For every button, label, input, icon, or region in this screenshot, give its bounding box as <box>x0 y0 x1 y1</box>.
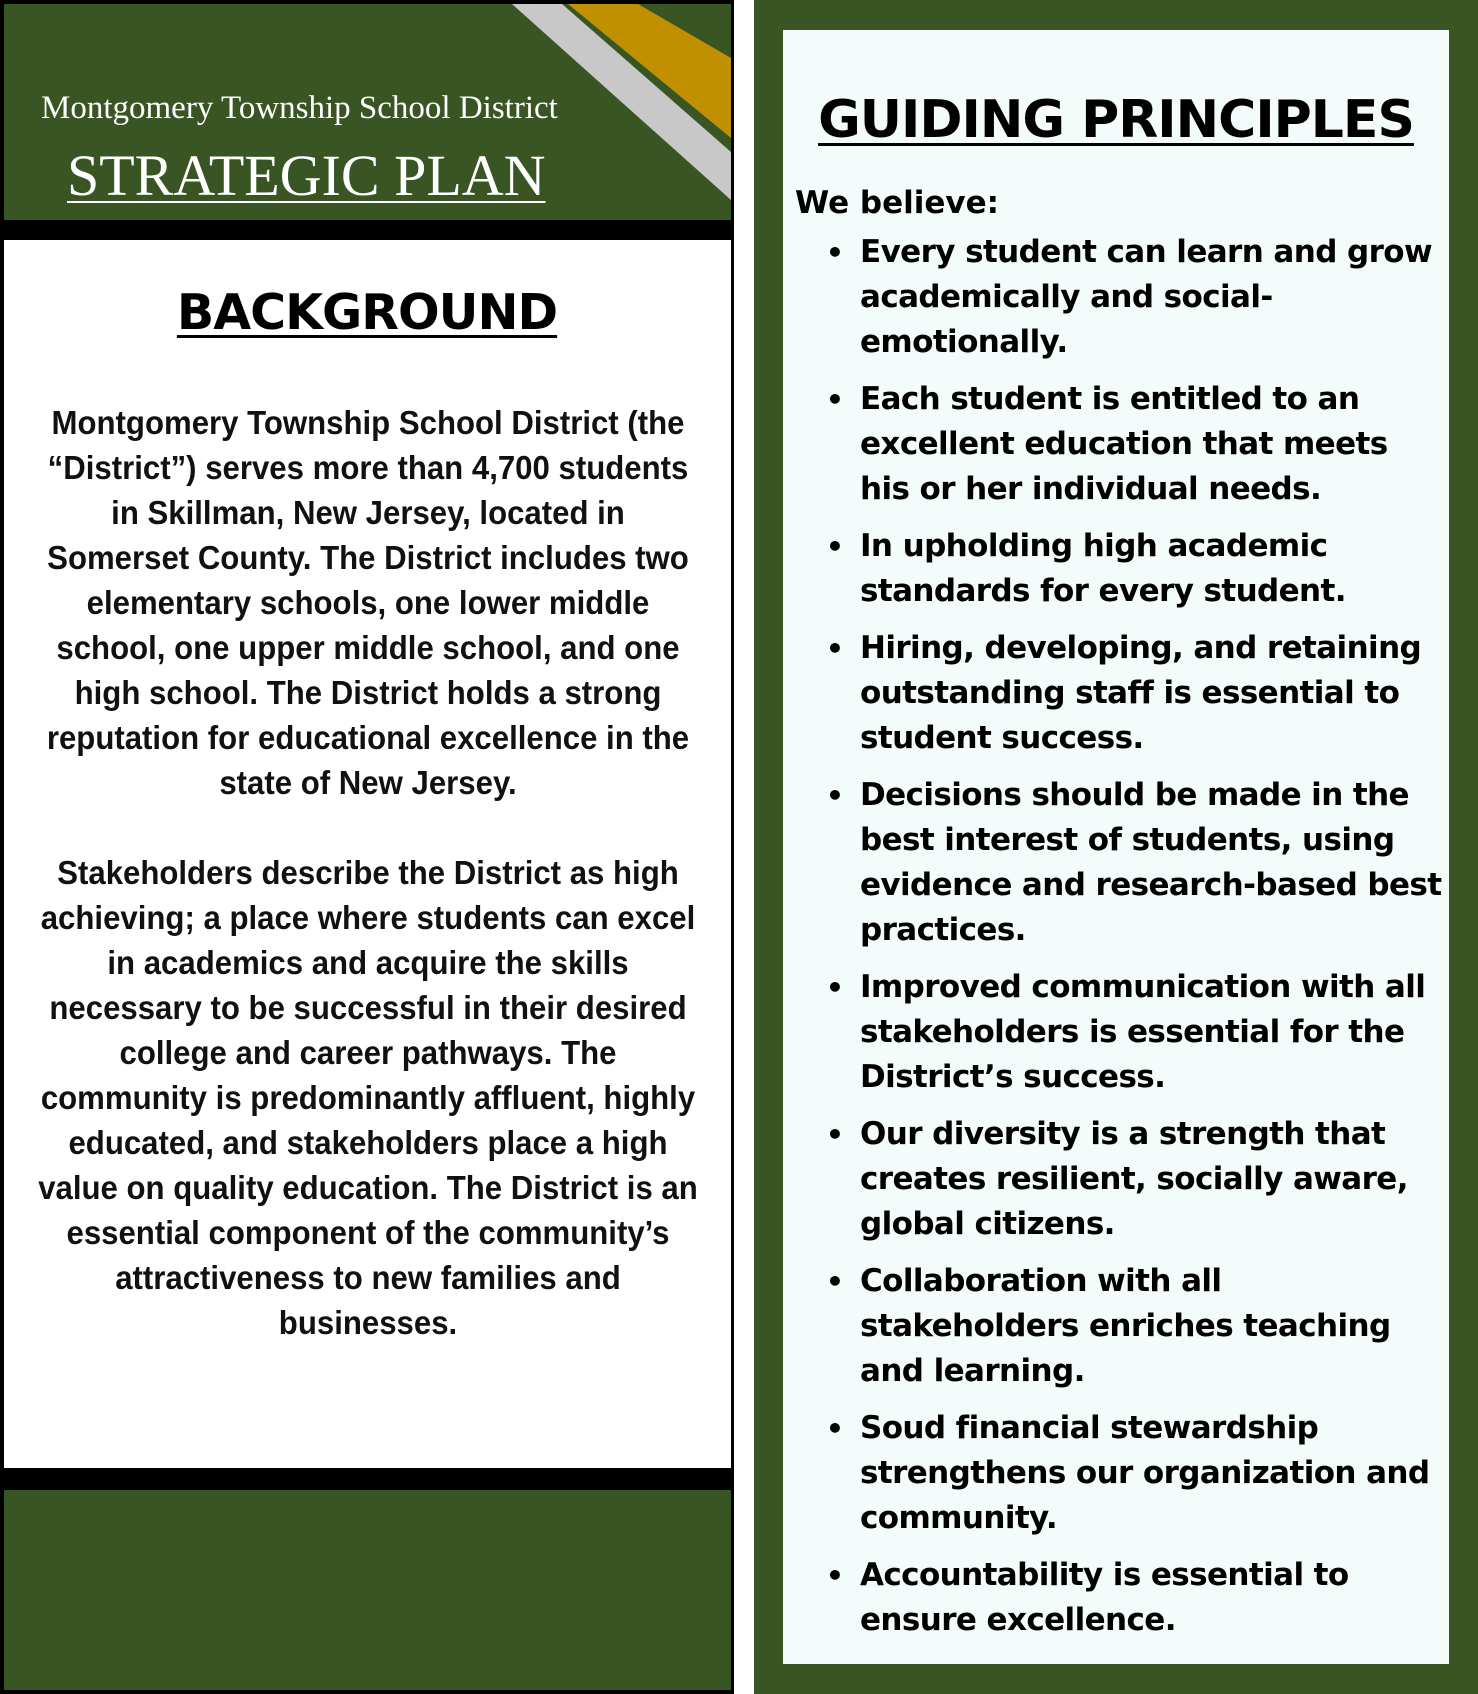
bullet-icon: • <box>826 971 844 1004</box>
bullet-icon: • <box>826 1118 844 1151</box>
bullet-icon: • <box>826 236 844 269</box>
bullet-icon: • <box>826 779 844 812</box>
principle-text: Soud financial stewardship strengthens our organization and community. <box>860 1410 1430 1536</box>
background-paragraph-2: Stakeholders describe the District as high achieving; a place where students can excel in academics and acquire the skills necessary to be successful in their desired college and career pathways. The community is predominantly affluent, highly educated, and stakeholders place a high value on quality education. The District is an essential component of the community’s attractiveness to new families and businesses. <box>38 855 698 1342</box>
footer-band <box>4 1490 731 1690</box>
bullet-icon: • <box>826 1559 844 1592</box>
principle-item <box>783 773 1449 953</box>
principle-text: Hiring, developing, and retaining outstanding staff is essential to student success. <box>860 630 1422 756</box>
principle-text: Improved communication with all stakeholders is essential for the District’s success. <box>860 969 1426 1095</box>
principle-text: In upholding high academic standards for every student. <box>860 528 1346 609</box>
bullet-icon: • <box>826 383 844 416</box>
principles-list <box>783 230 1449 1655</box>
principle-item <box>783 1112 1449 1247</box>
principle-text: Every student can learn and grow academically and social-emotionally. <box>860 234 1432 360</box>
principle-text: Accountability is essential to ensure excellence. <box>860 1557 1349 1638</box>
principle-item <box>783 377 1449 512</box>
principle-item <box>783 626 1449 761</box>
divider-bar-bottom <box>4 1468 731 1490</box>
principles-intro: We believe: <box>795 185 1000 221</box>
bullet-icon: • <box>826 1265 844 1298</box>
left-panel <box>0 0 734 1694</box>
district-name: Montgomery Township School District <box>41 90 558 126</box>
bullet-icon: • <box>826 1412 844 1445</box>
background-paragraph-1: Montgomery Township School District (the “District”) serves more than 4,700 students in Skillman, New Jersey, located in Somerset County. The District includes two elementary schools, one lower middle school, one upper middle school, and one high school. The District holds a strong reputation for educational excellence in the state of New Jersey. <box>46 405 690 802</box>
plan-title: STRATEGIC PLAN <box>67 143 546 208</box>
guiding-principles-title: GUIDING PRINCIPLES <box>818 90 1414 150</box>
principle-item <box>783 1406 1449 1541</box>
header-band <box>4 4 731 220</box>
principle-item <box>783 1259 1449 1394</box>
principle-text: Our diversity is a strength that creates resilient, socially aware, global citizens. <box>860 1116 1408 1242</box>
background-heading: BACKGROUND <box>176 284 558 341</box>
panel-gap <box>734 0 754 1694</box>
principle-text: Decisions should be made in the best interest of students, using evidence and research-based best practices. <box>860 777 1442 948</box>
principle-item <box>783 230 1449 365</box>
bullet-icon: • <box>826 632 844 665</box>
principle-text: Collaboration with all stakeholders enriches teaching and learning. <box>860 1263 1391 1389</box>
divider-bar-top <box>4 220 731 240</box>
principle-item <box>783 965 1449 1100</box>
right-panel <box>754 0 1478 1694</box>
principle-text: Each student is entitled to an excellent education that meets his or her individual needs. <box>860 381 1388 507</box>
guiding-principles-section <box>783 30 1449 1664</box>
principle-item <box>783 1553 1449 1643</box>
principle-item <box>783 524 1449 614</box>
bullet-icon: • <box>826 530 844 563</box>
